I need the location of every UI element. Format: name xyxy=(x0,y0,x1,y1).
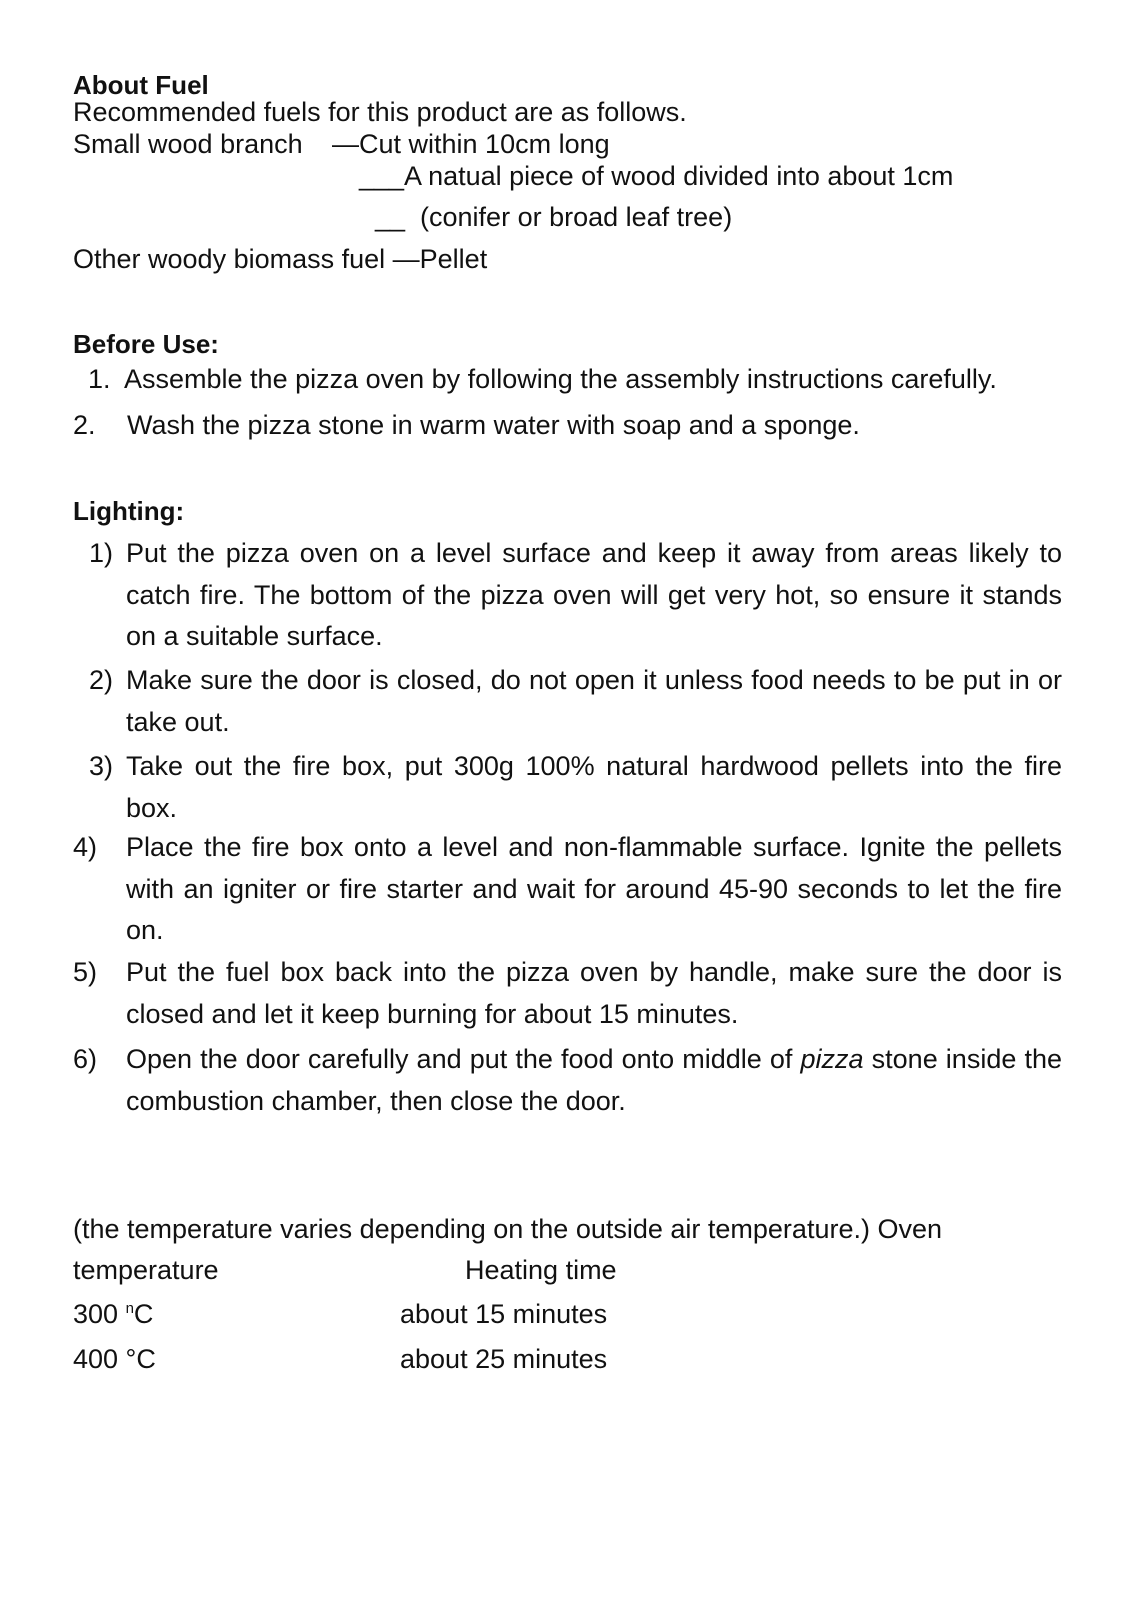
fuel-line-wood-piece: ___A natual piece of wood divided into about 1cm xyxy=(359,161,954,191)
before-use-item-number: 2. xyxy=(73,410,96,440)
temperature-cell xyxy=(73,1299,153,1330)
fuel-line-pellet: Other woody biomass fuel —Pellet xyxy=(73,244,488,274)
lighting-step-text: Make sure the door is closed, do not open it unless food needs to be put in or take out. xyxy=(126,665,1062,737)
lighting-heading: Lighting: xyxy=(73,496,185,526)
lighting-step-number: 3) xyxy=(89,751,114,781)
fuel-line-tree-type: __ (conifer or broad leaf tree) xyxy=(375,202,733,232)
lighting-step-number: 6) xyxy=(73,1044,98,1074)
lighting-step-text-part: stone inside the combustion chamber, then close the door. xyxy=(126,1044,1062,1116)
lighting-step-text-italic: pizza xyxy=(800,1044,864,1074)
lighting-step-text: Put the fuel box back into the pizza oven by handle, make sure the door is closed and let it keep burning for about 15 minutes. xyxy=(126,957,1062,1029)
temperature-value: 300 xyxy=(73,1299,126,1329)
lighting-step-text xyxy=(126,1039,1062,1122)
lighting-step-number: 5) xyxy=(73,957,98,987)
temperature-unit: C xyxy=(133,1299,154,1329)
heating-time-column-header: Heating time xyxy=(465,1255,617,1285)
before-use-item-text: Wash the pizza stone in warm water with soap and a sponge. xyxy=(127,410,860,440)
heating-time-cell: about 15 minutes xyxy=(400,1299,608,1329)
temperature-column-header: temperature xyxy=(73,1255,219,1285)
heating-time-cell: about 25 minutes xyxy=(400,1344,608,1374)
lighting-step-number: 4) xyxy=(73,832,98,862)
before-use-item-text: Assemble the pizza oven by following the assembly instructions carefully. xyxy=(124,364,997,394)
temperature-cell: 400 °C xyxy=(73,1344,156,1374)
fuel-heading: About Fuel xyxy=(73,70,209,100)
before-use-item-number: 1. xyxy=(88,364,111,394)
lighting-step-text: Put the pizza oven on a level surface and keep it away from areas likely to catch fire. The bottom of the pizza oven will get very hot, so ensure it stands on a suitable surface. xyxy=(126,538,1062,651)
lighting-step-number: 1) xyxy=(89,538,114,568)
lighting-step-text-part: Open the door carefully and put the food onto middle of xyxy=(126,1044,801,1074)
fuel-intro: Recommended fuels for this product are as follows. xyxy=(73,97,687,127)
fuel-line-branch-value: —Cut within 10cm long xyxy=(332,129,610,159)
lighting-step-text: Take out the fire box, put 300g 100% natural hardwood pellets into the fire box. xyxy=(126,751,1062,823)
lighting-step-number: 2) xyxy=(89,665,114,695)
temperature-note: (the temperature varies depending on the outside air temperature.) Oven xyxy=(73,1214,942,1244)
temperature-degree-mark: n xyxy=(125,1300,134,1317)
fuel-line-branch-label: Small wood branch xyxy=(73,129,303,159)
before-use-heading: Before Use: xyxy=(73,329,219,359)
lighting-step-text: Place the fire box onto a level and non-flammable surface. Ignite the pellets with an igniter or fire starter and wait for around 45-90 seconds to let the fire on. xyxy=(126,832,1062,945)
